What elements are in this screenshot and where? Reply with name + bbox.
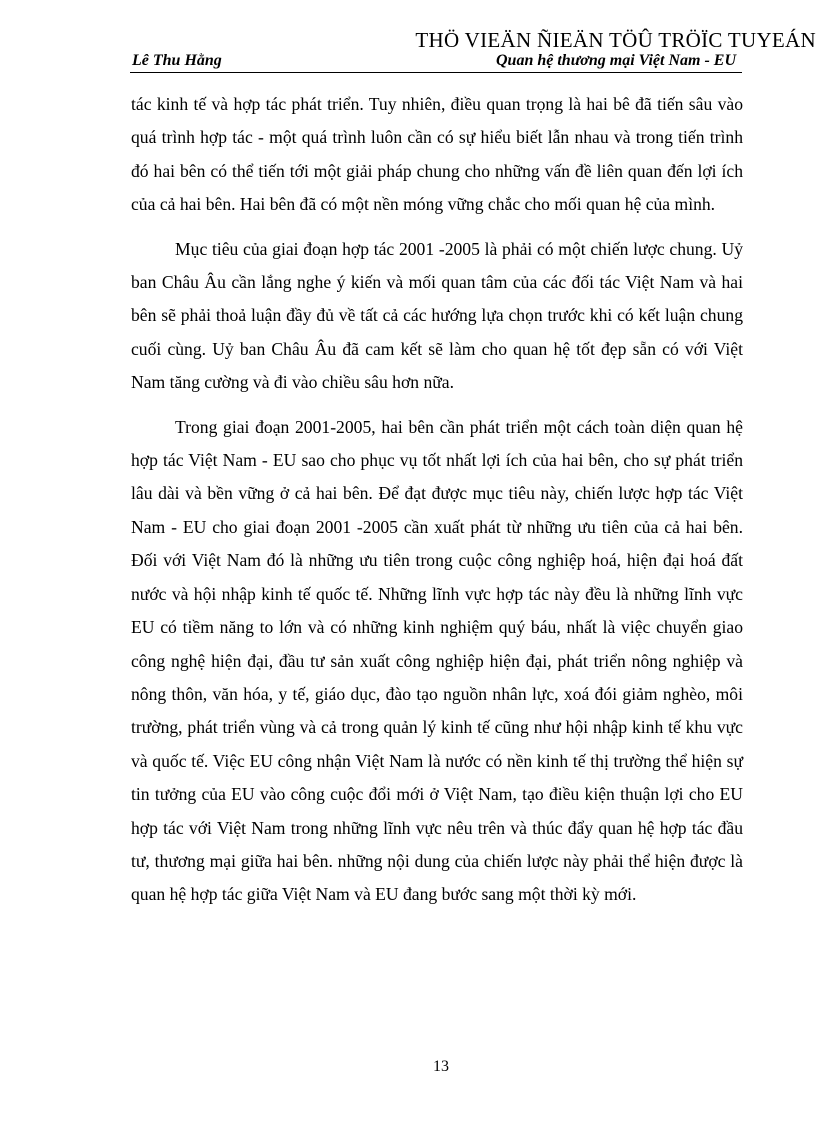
header-document-title: Quan hệ thương mại Việt Nam - EU [496, 52, 736, 69]
watermark-text: THÖ VIEÄN ÑIEÄN TÖÛ TRÖÏC TUYEÁN [415, 28, 816, 52]
paragraph-objective: Mục tiêu của giai đoạn hợp tác 2001 -2005 là phải có một chiến lược chung. Uỷ ban Châu Âu cần lắng nghe ý kiến và mối quan tâm của các đối tác Việt Nam và hai bên sẽ phải thoả luận đầy đủ về tất cả các hướng lựa chọn trước khi có kết luận chung cuối cùng. Uỷ ban Châu Âu đã cam kết sẽ làm cho quan hệ tốt đẹp sẵn có với Việt Nam tăng cường và đi vào chiều sâu hơn nữa. [131, 238, 743, 393]
page-header [130, 50, 742, 73]
paragraph-strategy: Trong giai đoạn 2001-2005, hai bên cần phát triển một cách toàn diện quan hệ hợp tác Việt Nam - EU sao cho phục vụ tốt nhất lợi ích của hai bên, cho sự phát triển lâu dài và bền vững ở cả hai bên. Để đạt được mục tiêu này, chiến lược hợp tác Việt Nam - EU cho giai đoạn 2001 -2005 cần xuất phát từ những ưu tiên của cả hai bên. Đối với Việt Nam đó là những ưu tiên trong cuộc công nghiệp hoá, hiện đại hoá đất nước và hội nhập kinh tế quốc tế. Những lĩnh vực hợp tác này đều là những lĩnh vực EU có tiềm năng to lớn và có những kinh nghiệm quý báu, nhất là việc chuyển giao công nghệ hiện đại, đầu tư sản xuất công nghiệp hiện đại, phát triển nông nghiệp và nông thôn, văn hóa, y tế, giáo dục, đào tạo nguồn nhân lực, xoá đói giảm nghèo, môi trường, phát triển vùng và cả trong quản lý kinh tế cũng như hội nhập kinh tế khu vực và quốc tế. Việc EU công nhận Việt Nam là nước có nền kinh tế thị trường thể hiện sự tin tưởng của EU vào công cuộc đổi mới ở Việt Nam, tạo điều kiện thuận lợi cho EU hợp tác với Việt Nam trong những lĩnh vực nêu trên và thúc đẩy quan hệ hợp tác đầu tư, thương mại giữa hai bên. những nội dung của chiến lược này phải thể hiện được là quan hệ hợp tác giữa Việt Nam và EU đang bước sang một thời kỳ mới. [131, 416, 743, 905]
header-author: Lê Thu Hằng [132, 52, 222, 69]
page-number: 13 [433, 1058, 449, 1075]
paragraph-continuation: tác kinh tế và hợp tác phát triển. Tuy nhiên, điều quan trọng là hai bê đã tiến sâu vào quá trình hợp tác - một quá trình luôn cần có sự hiểu biết lẫn nhau và trong tiến trình đó hai bên có thể tiến tới một giải pháp chung cho những vấn đề liên quan đến lợi ích của cả hai bên. Hai bên đã có một nền móng vững chắc cho mối quan hệ của mình. [131, 94, 743, 215]
body-text [131, 88, 743, 923]
